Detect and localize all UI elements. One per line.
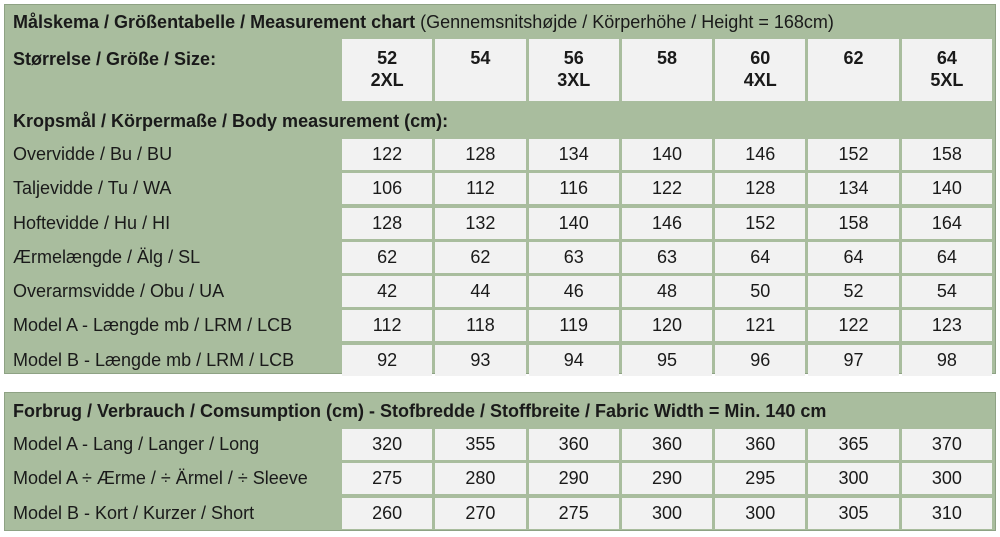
table-cell: 140 [622,139,712,170]
table-cell: 93 [435,345,525,376]
measurement-chart-panel [4,4,996,374]
table-cell: 300 [715,498,805,529]
table-cell: 290 [529,463,619,494]
size-header-label: Størrelse / Größe / Size: [13,49,217,69]
table-row [5,173,995,204]
table-cell: 134 [529,139,619,170]
table-cell: 370 [902,429,992,460]
table-cell: 112 [342,310,432,341]
size-cell [342,39,432,101]
row-label: Taljevidde / Tu / WA [13,178,172,199]
size-number: 58 [656,48,677,68]
table-cell: 290 [622,463,712,494]
table-cell: 360 [529,429,619,460]
body-measurement-section-label: Kropsmål / Körpermaße / Body measurement (cm): [13,110,449,131]
row-label: Hoftevidde / Hu / HI [13,212,171,233]
table-cell: 355 [435,429,525,460]
table-cell: 310 [902,498,992,529]
table-cell: 280 [435,463,525,494]
table-cell: 123 [902,310,992,341]
size-letter: 4XL [743,70,777,90]
table-cell: 128 [715,173,805,204]
table-cell: 63 [622,242,712,273]
table-cell: 305 [808,498,898,529]
table-cell: 122 [622,173,712,204]
table-cell: 48 [622,276,712,307]
table-cell: 44 [435,276,525,307]
table-cell: 140 [529,208,619,239]
table-cell: 112 [435,173,525,204]
table-cell: 275 [529,498,619,529]
table-cell: 97 [808,345,898,376]
body-measurement-rows [5,139,995,379]
table-row [5,139,995,170]
table-row [5,463,995,494]
size-cell [435,39,525,101]
fabric-consumption-panel [4,392,996,531]
table-cell: 64 [715,242,805,273]
table-cell: 50 [715,276,805,307]
table-cell: 300 [808,463,898,494]
table-cell: 320 [342,429,432,460]
table-cell: 146 [715,139,805,170]
size-cell [808,39,898,101]
size-number: 56 [563,48,584,68]
table-row [5,276,995,307]
table-cell: 121 [715,310,805,341]
table-cell: 119 [529,310,619,341]
table-cell: 52 [808,276,898,307]
table-cell: 46 [529,276,619,307]
table-cell: 63 [529,242,619,273]
size-cell [715,39,805,101]
size-cell [902,39,992,101]
measurement-chart-height-note: (Gennemsnitshøjde / Körperhöhe / Height = 168cm) [420,11,834,32]
table-cell: 146 [622,208,712,239]
measurement-chart-title [5,5,995,39]
measurement-chart-title-main: Målskema / Größentabelle / Measurement chart [13,11,416,32]
size-number: 60 [750,48,771,68]
table-cell: 118 [435,310,525,341]
table-cell: 94 [529,345,619,376]
fabric-consumption-rows [5,429,995,532]
row-label: Model A ÷ Ærme / ÷ Ärmel / ÷ Sleeve [13,468,308,489]
table-cell: 106 [342,173,432,204]
table-cell: 140 [902,173,992,204]
table-cell: 64 [808,242,898,273]
table-row [5,242,995,273]
table-cell: 122 [808,310,898,341]
table-cell: 62 [342,242,432,273]
table-cell: 128 [342,208,432,239]
table-cell: 152 [715,208,805,239]
table-row [5,310,995,341]
table-cell: 360 [715,429,805,460]
row-label: Model A - Lang / Langer / Long [13,434,260,454]
table-cell: 62 [435,242,525,273]
size-cell [622,39,712,101]
table-cell: 158 [902,139,992,170]
table-row [5,498,995,529]
table-cell: 164 [902,208,992,239]
table-cell: 120 [622,310,712,341]
fabric-consumption-title: Forbrug / Verbrauch / Comsumption (cm) - Stofbredde / Stoffbreite / Fabric Width = Min. 140 cm [13,400,827,421]
row-label: Overvidde / Bu / BU [13,144,173,164]
size-letter: 5XL [930,70,964,90]
table-cell: 95 [622,345,712,376]
table-cell: 92 [342,345,432,376]
size-number: 54 [470,48,491,68]
table-cell: 300 [622,498,712,529]
size-cell [529,39,619,101]
table-cell: 42 [342,276,432,307]
table-cell: 275 [342,463,432,494]
size-number: 64 [936,48,957,68]
size-letter: 3XL [557,70,591,90]
table-cell: 98 [902,345,992,376]
table-cell: 134 [808,173,898,204]
table-cell: 360 [622,429,712,460]
table-cell: 122 [342,139,432,170]
table-row [5,345,995,376]
table-cell: 158 [808,208,898,239]
table-cell: 116 [529,173,619,204]
size-letter: 2XL [370,70,404,90]
table-cell: 128 [435,139,525,170]
row-label: Model A - Længde mb / LRM / LCB [13,315,293,336]
table-cell: 96 [715,345,805,376]
table-cell: 132 [435,208,525,239]
table-row [5,429,995,460]
table-cell: 54 [902,276,992,307]
size-number: 52 [377,48,398,68]
table-cell: 260 [342,498,432,529]
row-label: Model B - Længde mb / LRM / LCB [13,349,295,370]
table-cell: 270 [435,498,525,529]
table-row [5,208,995,239]
row-label: Model B - Kort / Kurzer / Short [13,502,255,523]
table-cell: 152 [808,139,898,170]
row-label: Overarmsvidde / Obu / UA [13,281,225,302]
row-label: Ærmelængde / Älg / SL [13,246,201,267]
table-cell: 365 [808,429,898,460]
size-number: 62 [843,48,864,68]
size-header-cells [342,39,992,101]
table-cell: 64 [902,242,992,273]
table-cell: 300 [902,463,992,494]
table-cell: 295 [715,463,805,494]
